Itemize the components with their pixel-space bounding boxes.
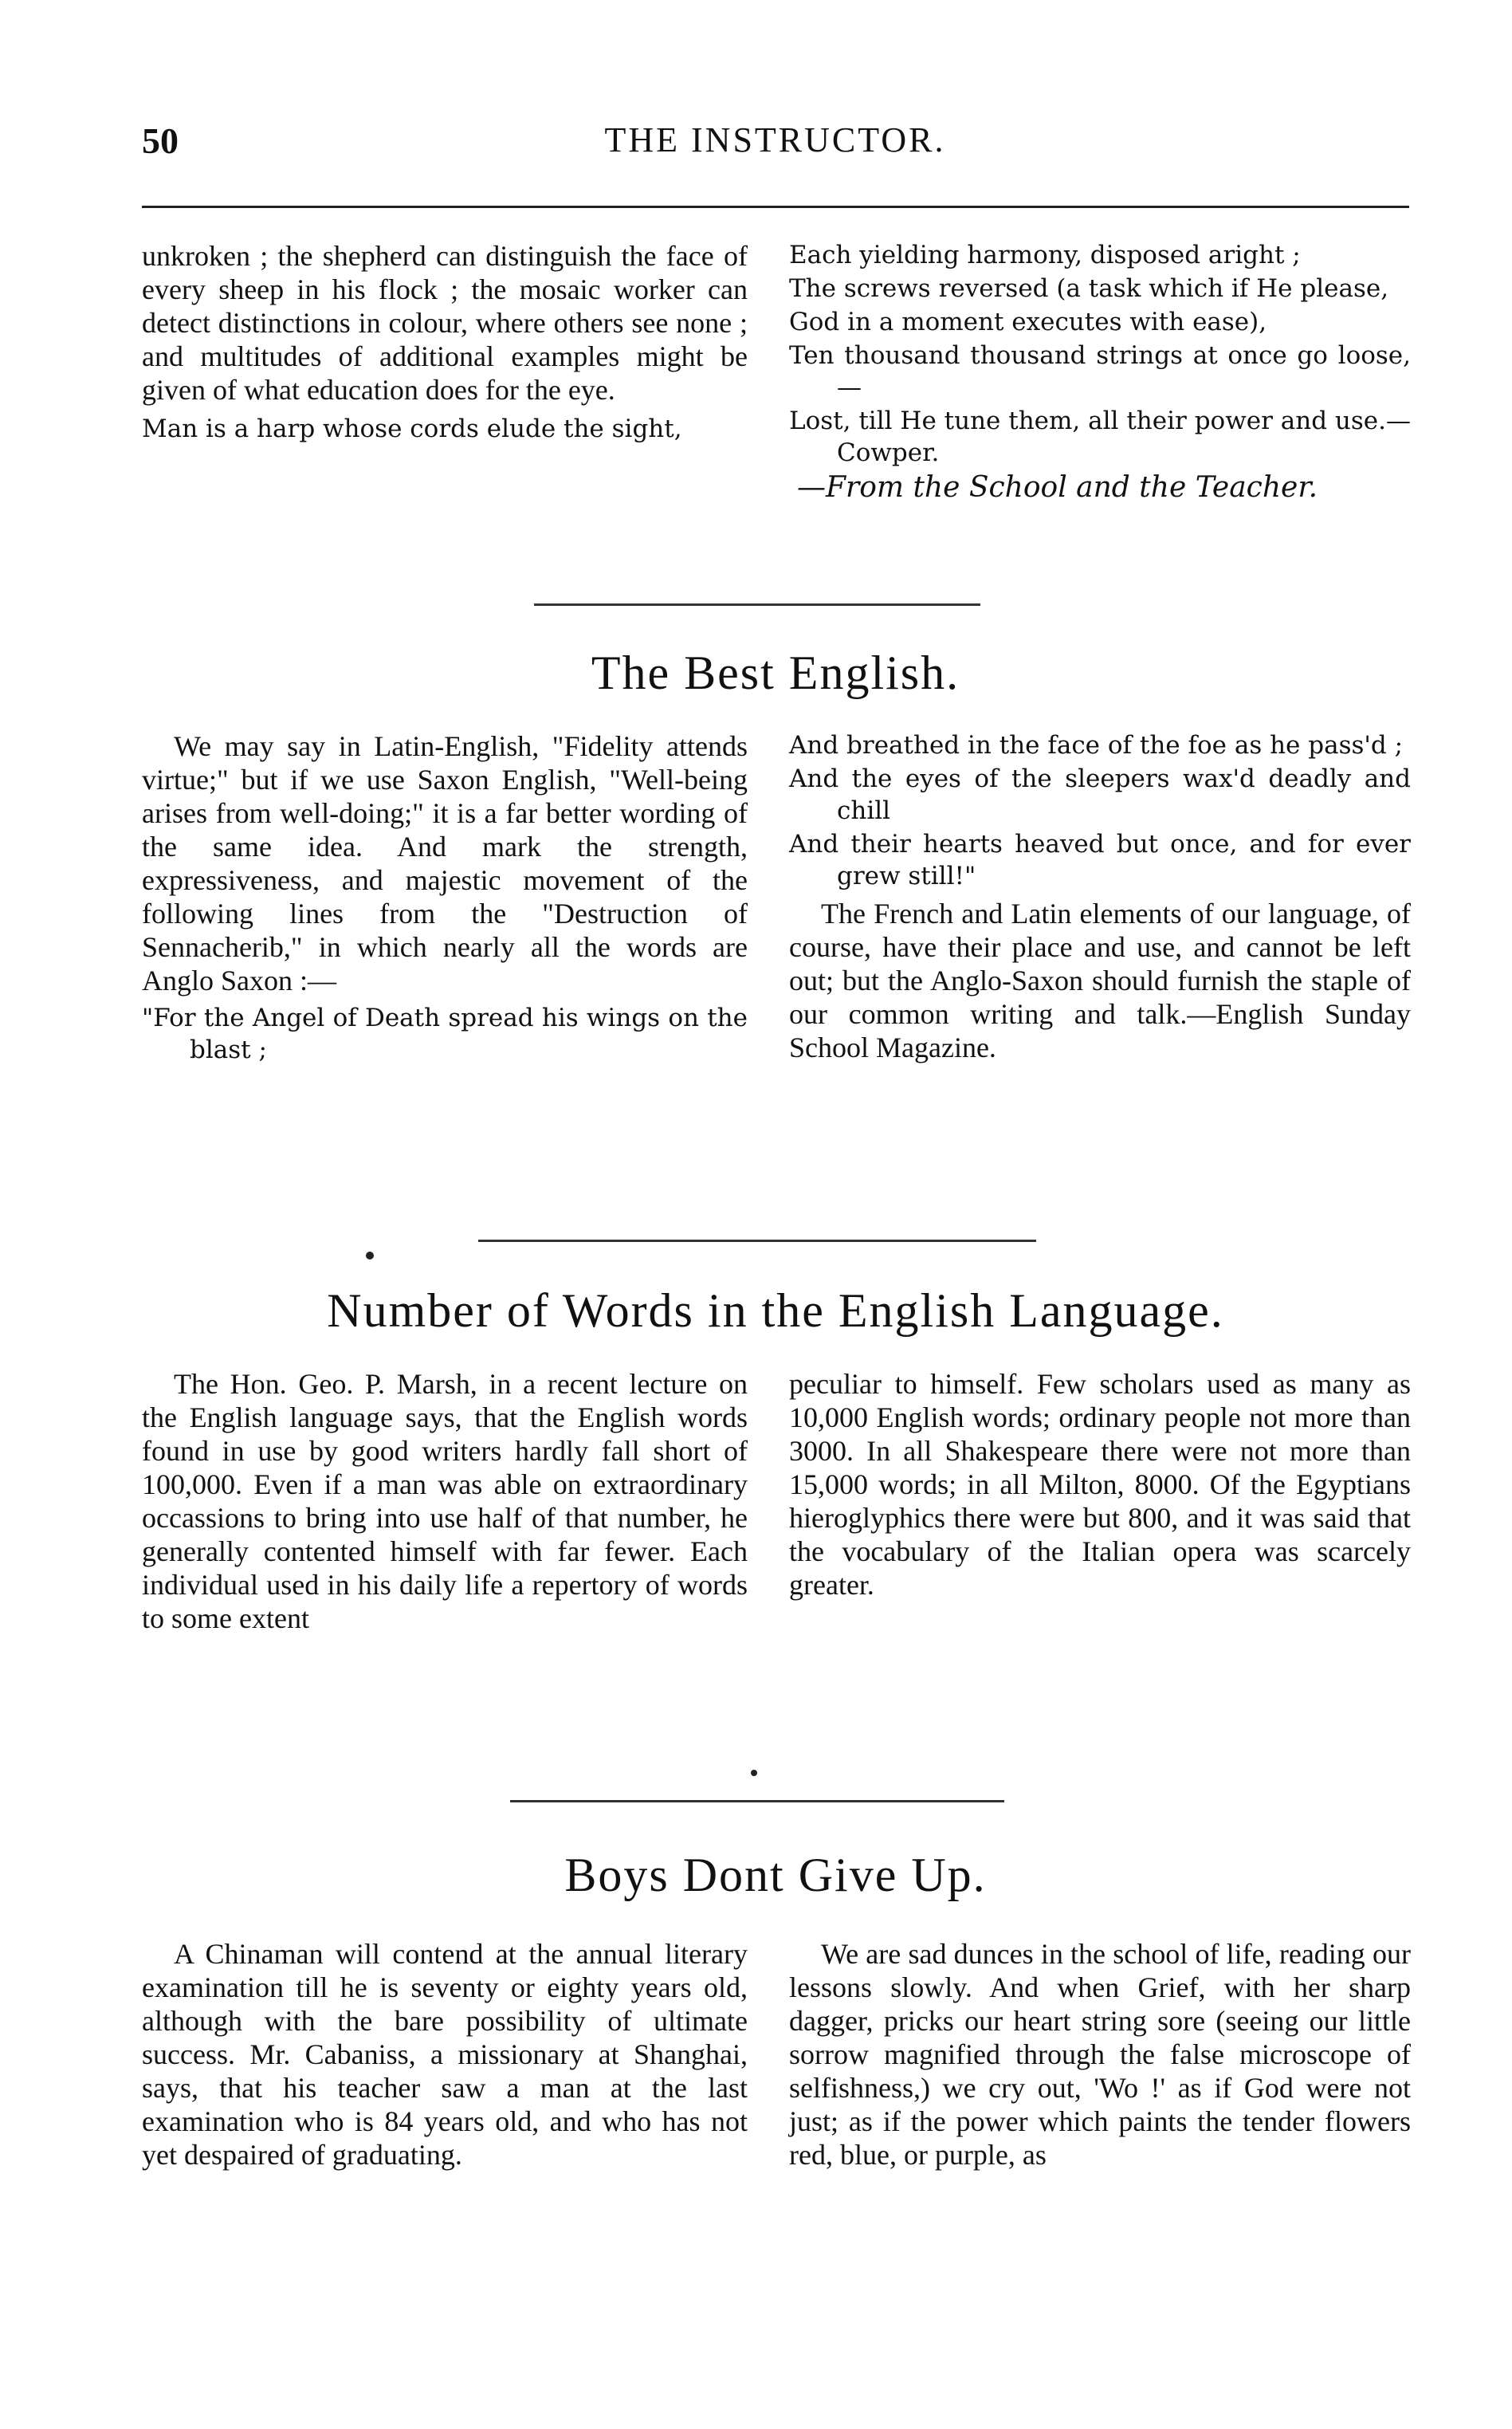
ornament-dot [366, 1252, 374, 1260]
verse-line: The screws reversed (a task which if He please, [789, 274, 1389, 303]
page-header: THE INSTRUCTOR. [604, 120, 946, 159]
continued-right-column [789, 239, 1411, 505]
section-divider [534, 603, 980, 606]
section-divider [510, 1800, 1004, 1802]
number-of-words-left-column [142, 1367, 748, 1635]
verse-line: God in a moment executes with ease), [789, 308, 1267, 336]
paragraph: The Hon. Geo. P. Marsh, in a recent lecture on the English language says, that the English words found in use by good writers hardly fall short of 100,000. Even if a man was able on extraordinary occassions to bring into use half of that number, he generally contented himself with far fewer. Each individual used in his daily life a repertory of words to some extent [142, 1368, 748, 1634]
paragraph: A Chinaman will contend at the annual literary examination till he is seventy or eighty years old, although with the bare possibility of ultimate success. Mr. Cabaniss, a missionary at Shanghai, says, that his teacher saw a man at the last examination who is 84 years old, and who has not yet despaired of graduating. [142, 1938, 748, 2171]
paragraph: We may say in Latin-English, "Fidelity attends virtue;" but if we use Saxon English, "Well-being arises from well-doing;" it is a far better wording of the same idea. And mark the strength, expressiveness, and majestic movement of the following lines from the "Destruction of Sennacherib," in which nearly all the words are Anglo Saxon :— [142, 730, 748, 996]
section-divider [478, 1240, 1036, 1242]
source-citation: —From the School and the Teacher. [797, 471, 1318, 504]
verse-line: Ten thousand thousand strings at once go loose,— [789, 341, 1411, 402]
paragraph: The French and Latin elements of our language, of course, have their place and use, and cannot be left out; but the Anglo-Saxon should furnish the staple of our common writing and talk.—English Sunday School Magazine. [789, 898, 1411, 1063]
paragraph: peculiar to himself. Few scholars used as many as 10,000 English words; ordinary people not more than 3000. In all Shakespeare there were not more than 15,000 words; in all Milton, 8000. Of the Egyptians hieroglyphics there were but 800, and it was said that the vocabulary of the Italian opera was scarcely greater. [789, 1368, 1411, 1601]
verse-line: Lost, till He tune them, all their power and use.—Cowper. [789, 407, 1411, 467]
best-english-left-column [142, 729, 748, 1066]
verse-line: Each yielding harmony, disposed aright ; [789, 241, 1301, 269]
boys-dont-give-up-left-column [142, 1937, 748, 2172]
header-rule [142, 206, 1409, 208]
best-english-right-column [789, 729, 1411, 1064]
verse-line: Man is a harp whose cords elude the sight, [142, 415, 682, 443]
paragraph: We are sad dunces in the school of life, reading our lessons slowly. And when Grief, with her sharp dagger, pricks our heart string sore (seeing our little sorrow magnified through the false microscope of selfishness,) we cry out, 'Wo !' as if God were not just; as if the power which paints the tender flowers red, blue, or purple, as [789, 1938, 1411, 2171]
ornament-dot [751, 1770, 757, 1776]
verse-line: And their hearts heaved but once, and for ever grew still!" [789, 830, 1411, 890]
continued-paragraph: unkroken ; the shepherd can distinguish the face of every sheep in his flock ; the mosaic worker can detect distinctions in colour, where others see none ; and multitudes of additional examples might be given of what education does for the eye. [142, 240, 748, 406]
number-of-words-right-column [789, 1367, 1411, 1602]
section-title-boys-dont-give-up: Boys Dont Give Up. [564, 1849, 987, 1901]
continued-left-column [142, 239, 748, 445]
section-title-best-english: The Best English. [591, 647, 960, 699]
section-title-number-of-words: Number of Words in the English Language. [327, 1284, 1224, 1337]
verse-line: And the eyes of the sleepers wax'd deadly and chill [789, 764, 1411, 825]
boys-dont-give-up-right-column [789, 1937, 1411, 2172]
verse-line: "For the Angel of Death spread his wings on the blast ; [142, 1004, 748, 1064]
page-number: 50 [142, 120, 179, 161]
verse-line: And breathed in the face of the foe as he pass'd ; [789, 731, 1404, 760]
running-head [142, 120, 1408, 175]
